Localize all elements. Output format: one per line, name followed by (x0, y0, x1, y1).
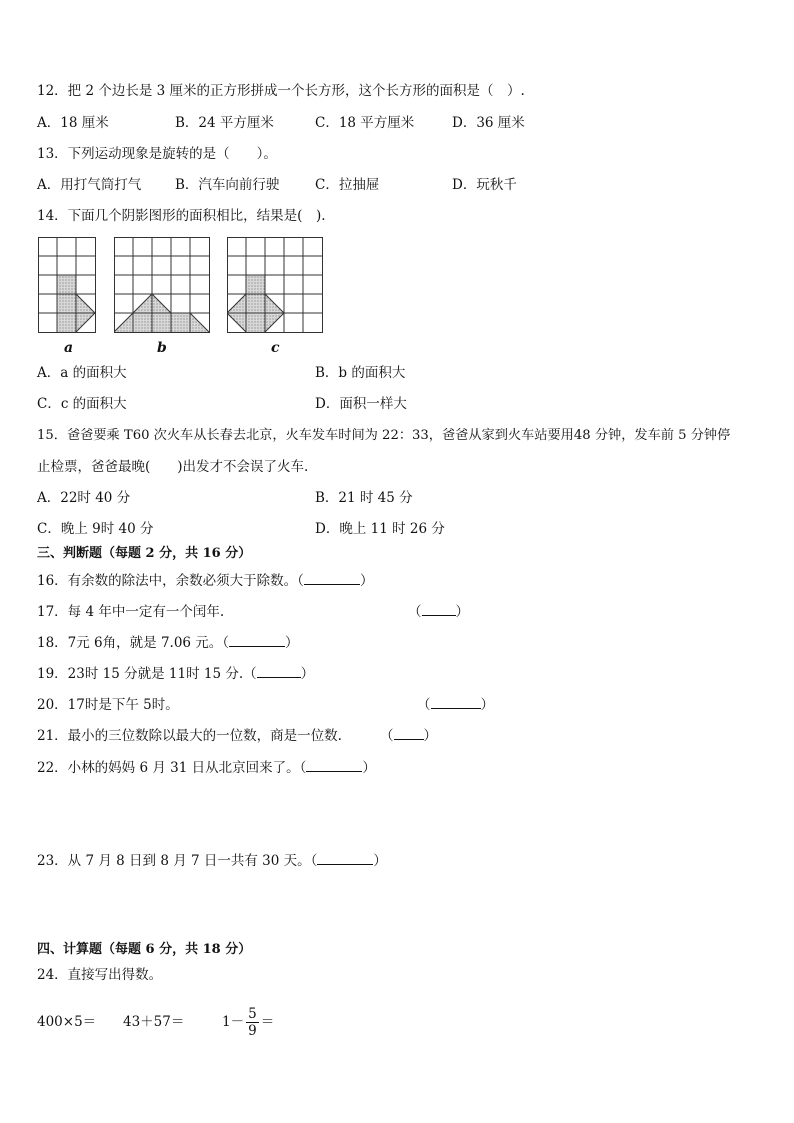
shaded-region-c (227, 275, 284, 332)
section-3-heading: 三、判断题（每题 2 分，共 16 分） (37, 546, 252, 561)
q13-option-b[interactable]: B．汽车向前行驶 (175, 177, 280, 193)
judge-item-16: 16．有余数的除法中，余数必须大于除数。（ ） (37, 573, 374, 589)
fraction: $\frac{5}{9}$ (248, 1006, 257, 1039)
judge-item-23: 23．从 7 月 8 日到 8 月 7 日一共有 30 天。（ ） (37, 853, 387, 869)
q15-option-d[interactable]: D．晚上 11 时 26 分 (315, 521, 445, 537)
answer-blank-22[interactable] (306, 759, 362, 772)
expression-3: 1－ $\frac{5}{9}$ ＝ (222, 1006, 275, 1039)
grid-figure-b (114, 237, 211, 333)
figure-label-b: b (157, 340, 167, 356)
q15-stem-line2: 止检票，爸爸最晚( )出发才不会误了火车. (37, 459, 309, 475)
q15-option-b[interactable]: B．21 时 45 分 (315, 490, 413, 506)
q13-option-d[interactable]: D．玩秋千 (452, 177, 517, 193)
grid-figure-c (227, 237, 324, 333)
q14-option-c[interactable]: C．c 的面积大 (37, 396, 127, 412)
judge-bracket-17: （ ） (408, 604, 469, 620)
judge-item-20: 20．17时是下午 5时。 (37, 697, 179, 713)
q15-option-c[interactable]: C．晚上 9时 40 分 (37, 521, 154, 537)
answer-blank-16[interactable] (304, 572, 360, 585)
expression-2: 43＋57＝ (123, 1014, 185, 1030)
q12-option-c[interactable]: C．18 平方厘米 (315, 115, 415, 131)
q14-option-b[interactable]: B．b 的面积大 (315, 365, 406, 381)
q12-option-b[interactable]: B．24 平方厘米 (175, 115, 274, 131)
figure-label-c: c (271, 340, 280, 356)
q24-stem: 24．直接写出得数。 (37, 967, 163, 983)
q13-stem: 13．下列运动现象是旋转的是（ ）。 (37, 146, 277, 162)
q15-option-a[interactable]: A．22时 40 分 (37, 490, 131, 506)
q15-stem-line1: 15．爸爸要乘 T60 次火车从长春去北京，火车发车时间为 22：33，爸爸从家到火车站要用48 分钟，发车前 5 分钟停 (37, 428, 731, 443)
answer-blank-23[interactable] (317, 852, 373, 865)
judge-item-22: 22．小林的妈妈 6 月 31 日从北京回来了。（ ） (37, 760, 376, 776)
q12-stem: 12．把 2 个边长是 3 厘米的正方形拼成一个长方形，这个长方形的面积是（ ）. (37, 83, 525, 99)
answer-blank-21[interactable] (394, 727, 424, 740)
section-4-heading: 四、计算题（每题 6 分，共 18 分） (37, 942, 252, 957)
expression-1: 400×5＝ (37, 1014, 97, 1030)
q14-option-a[interactable]: A．a 的面积大 (37, 365, 127, 381)
judge-item-17: 17．每 4 年中一定有一个闰年. (37, 604, 225, 620)
grid-figure-a (38, 237, 98, 333)
judge-bracket-21: （ ） (380, 728, 437, 744)
q14-option-d[interactable]: D．面积一样大 (315, 396, 407, 412)
judge-bracket-20: （ ） (417, 697, 494, 713)
q13-option-a[interactable]: A．用打气筒打气 (37, 177, 142, 193)
q12-option-a[interactable]: A．18 厘米 (37, 115, 109, 131)
judge-item-21: 21．最小的三位数除以最大的一位数，商是一位数. (37, 728, 342, 744)
q13-option-c[interactable]: C．拉抽屉 (315, 177, 380, 193)
q14-stem: 14．下面几个阴影图形的面积相比，结果是( ). (37, 208, 326, 224)
answer-blank-20[interactable] (431, 696, 481, 709)
judge-item-19: 19．23时 15 分就是 11时 15 分.（ ） (37, 666, 315, 682)
judge-item-18: 18．7元 6角，就是 7.06 元。（ ） (37, 635, 299, 651)
figure-label-a: a (64, 340, 74, 356)
answer-blank-17[interactable] (422, 603, 456, 616)
q12-option-d[interactable]: D．36 厘米 (452, 115, 525, 131)
answer-blank-19[interactable] (257, 665, 301, 678)
answer-blank-18[interactable] (229, 634, 285, 647)
